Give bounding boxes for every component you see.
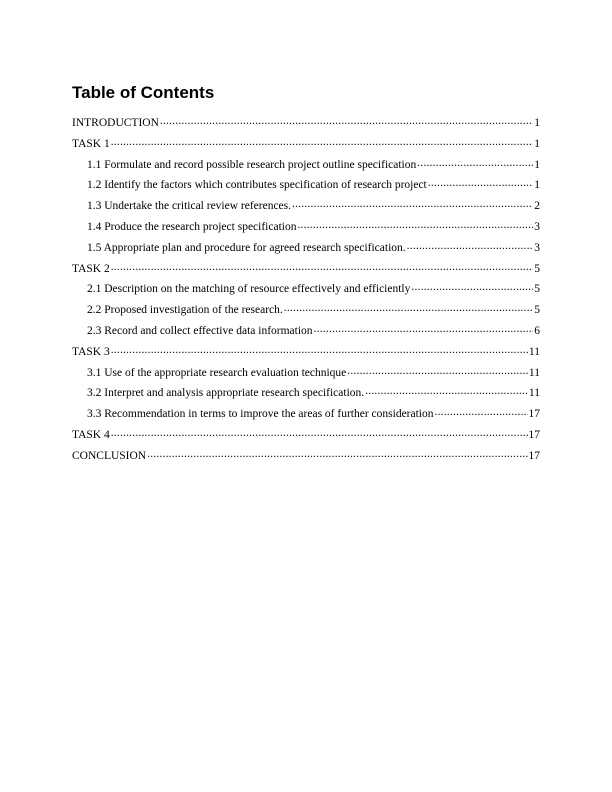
toc-entry-2-3[interactable]: [72, 324, 540, 345]
toc-entry-text: 3.1 Use of the appropriate research evaluation technique: [87, 366, 347, 379]
toc-entry-page: 3: [534, 241, 540, 254]
dot-leader: [160, 116, 533, 126]
toc-entry-3-1[interactable]: [72, 366, 540, 387]
toc-entry-1-3[interactable]: [72, 199, 540, 220]
toc-entry-page: 1: [534, 158, 540, 171]
toc-entry-text: 3.3 Recommendation in terms to improve the areas of further consideration: [87, 408, 434, 421]
toc-entry-conclusion[interactable]: [72, 449, 540, 470]
toc-entry-text: CONCLUSION: [72, 449, 147, 462]
toc-entry-text: INTRODUCTION: [72, 117, 159, 129]
dot-leader: [147, 449, 527, 459]
toc-list: [72, 116, 540, 470]
toc-entry-page: 1: [534, 137, 540, 150]
toc-entry-text: TASK 3: [72, 345, 110, 358]
dot-leader: [111, 428, 528, 438]
toc-entry-1-4[interactable]: [72, 220, 540, 241]
toc-entry-page: 11: [528, 345, 540, 358]
toc-entry-text: 1.2 Identify the factors which contributes specification of research project: [87, 179, 427, 192]
toc-entry-text: 1.4 Produce the research project specification: [87, 220, 297, 233]
toc-entry-text: 3.2 Interpret and analysis appropriate research specification.: [87, 387, 365, 400]
toc-entry-1-1[interactable]: [72, 158, 540, 179]
dot-leader: [435, 407, 528, 417]
toc-entry-text: TASK 2: [72, 262, 110, 275]
dot-leader: [111, 262, 534, 272]
dot-leader: [292, 199, 533, 209]
dot-leader: [347, 366, 528, 376]
dot-leader: [111, 137, 534, 147]
toc-entry-3-2[interactable]: [72, 386, 540, 407]
toc-entry-page: 5: [534, 304, 540, 317]
dot-leader: [284, 303, 533, 313]
dot-leader: [297, 220, 533, 230]
toc-entry-page: 11: [528, 366, 540, 379]
toc-entry-page: 5: [534, 283, 540, 296]
toc-entry-2-1[interactable]: [72, 282, 540, 303]
toc-entry-page: 17: [528, 408, 540, 421]
toc-entry-page: 17: [528, 428, 540, 441]
toc-entry-introduction[interactable]: [72, 116, 540, 137]
dot-leader: [428, 178, 533, 188]
toc-entry-text: 2.2 Proposed investigation of the research.: [87, 304, 283, 317]
toc-entry-text: 1.5 Appropriate plan and procedure for agreed research specification.: [87, 241, 406, 254]
toc-entry-1-5[interactable]: [72, 241, 540, 262]
toc-entry-page: 5: [534, 262, 540, 275]
toc-entry-page: 3: [534, 220, 540, 233]
toc-entry-text: 2.1 Description on the matching of resource effectively and efficiently: [87, 283, 411, 296]
toc-title: Table of Contents: [72, 83, 215, 102]
toc-entry-task-4[interactable]: [72, 428, 540, 449]
dot-leader: [314, 324, 534, 334]
toc-entry-text: 1.3 Undertake the critical review references.: [87, 200, 292, 213]
toc-entry-page: 1: [534, 117, 540, 129]
toc-entry-page: 1: [534, 179, 540, 192]
toc-entry-page: 17: [528, 449, 540, 462]
toc-entry-text: 2.3 Record and collect effective data information: [87, 324, 313, 337]
toc-entry-page: 6: [534, 324, 540, 337]
toc-entry-task-2[interactable]: [72, 262, 540, 283]
toc-entry-text: TASK 4: [72, 428, 110, 441]
toc-entry-page: 2: [534, 200, 540, 213]
toc-entry-page: 11: [528, 387, 540, 400]
dot-leader: [407, 241, 534, 251]
toc-entry-2-2[interactable]: [72, 303, 540, 324]
toc-entry-3-3[interactable]: [72, 407, 540, 428]
toc-entry-text: TASK 1: [72, 137, 110, 150]
dot-leader: [111, 345, 528, 355]
dot-leader: [365, 386, 528, 396]
toc-entry-1-2[interactable]: [72, 178, 540, 199]
dot-leader: [411, 282, 533, 292]
toc-entry-task-1[interactable]: [72, 137, 540, 158]
dot-leader: [417, 158, 533, 168]
toc-entry-text: 1.1 Formulate and record possible research project outline specification: [87, 158, 417, 171]
toc-entry-task-3[interactable]: [72, 345, 540, 366]
